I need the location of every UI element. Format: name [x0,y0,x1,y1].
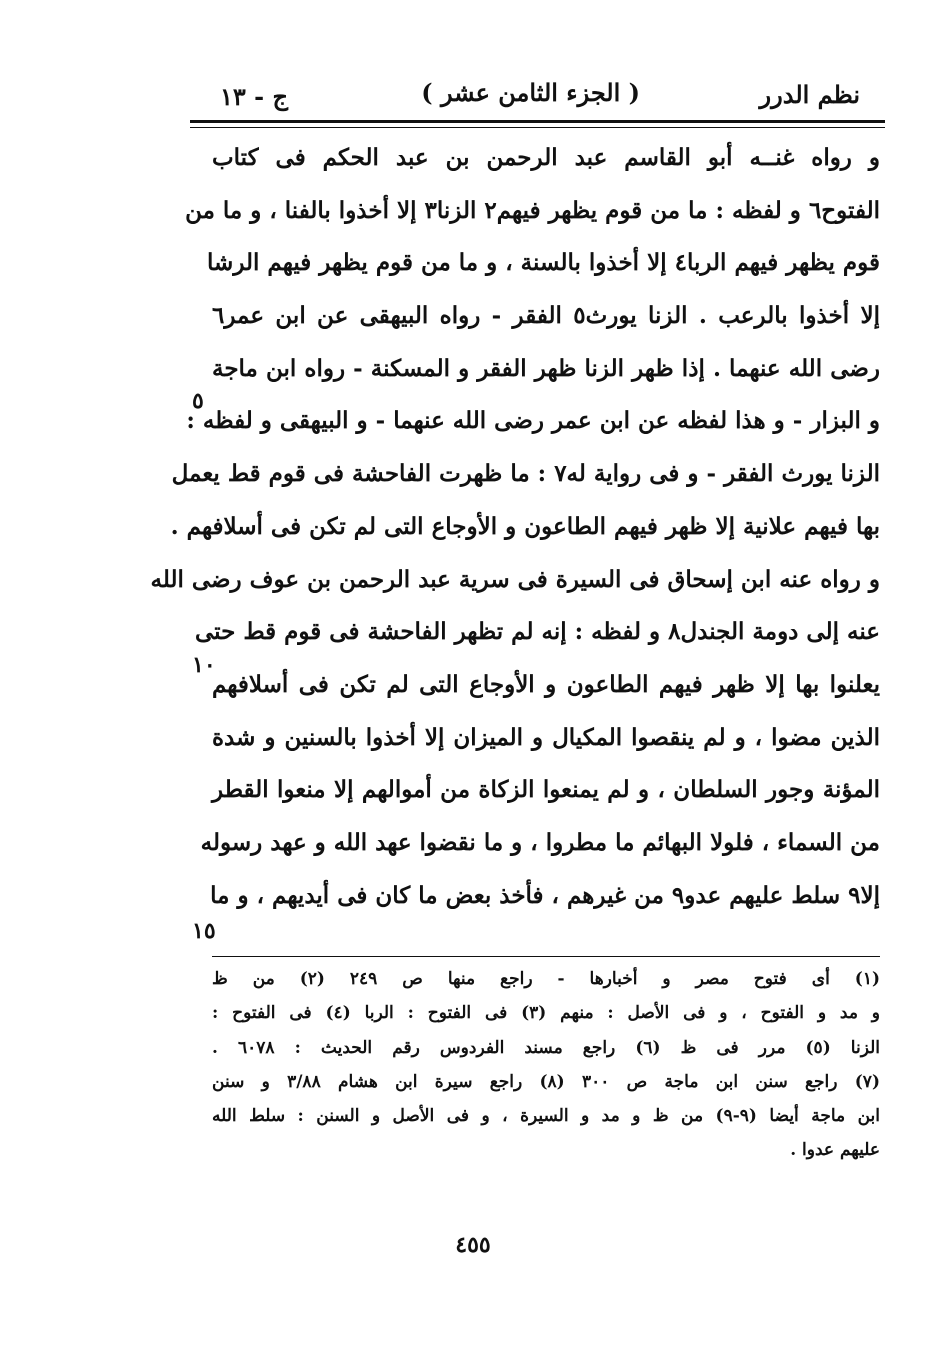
text-line: المؤنة وجور السلطان ، و لم يمنعوا الزكاة من أموالهم إلا منعوا القطر [212,776,880,804]
footnotes [212,962,880,1168]
footnote-line: و مد و الفتوح ، و فى الأصل : منهم (٣) فى الفتوح : الربا (٤) فى الفتوح : [212,1003,880,1024]
footnote-line: عليهم عدوا . [790,1140,880,1161]
footnote-line: (١) أى فتوح مصر و أخبارها - راجع منها ص ٢٤٩ (٢) من ظ [212,969,880,989]
footnote-line: (٧) راجع سنن ابن ماجة ص ٣٠٠ (٨) راجع سيرة ابن هشام ٣/٨٨ و سنن [212,1071,880,1092]
footnote-line: ابن ماجة أيضا (٩-٩) من ظ و مد و السيرة ، و فى الأصل و السنن : سلط الله [212,1106,880,1127]
text-line: رضى الله عنهما . إذا ظهر الزنا ظهر الفقر و المسكنة - رواه ابن ماجة [212,354,880,382]
text-line: إلا أخذوا بالرعب . الزنا يورث٥ الفقر - رواه البيهقى عن ابن عمر٦ [212,302,880,330]
text-line: بها فيهم علانية إلا ظهر فيهم الطاعون و الأوجاع التى لم تكن فى أسلافهم . [170,512,880,540]
page-reference: ج - ١٣ [220,82,288,111]
text-line: الفتوح٦ و لفظه : ما من قوم يظهر فيهم٢ الزنا٣ إلا أخذوا بالفنا ، و ما من [185,196,880,224]
volume-label: ( الجزء الثامن عشر ) [421,78,640,107]
book-title: نظم الدرر [759,80,860,109]
text-line: و رواه غنــه أبو القاسم عبد الرحمن بن عبد الحكم فى كتاب [212,144,880,171]
text-line: عنه إلى دومة الجندل٨ و لفظه : إنه لم تظهر الفاحشة فى قوم قط حتى [195,618,880,646]
page-number: ٤٥٥ [455,1232,491,1258]
running-header [190,60,880,120]
text-line: إلا٩ سلط عليهم عدو٩ من غيرهم ، فأخذ بعض ما كان فى أيديهم ، و ما [210,881,880,909]
line-number-10: ١٠ [192,652,216,678]
text-line: قوم يظهر فيهم الربا٤ إلا أخذوا بالسنة ، و ما من قوم يظهر فيهم الرشا [207,249,880,277]
text-line: الذين مضوا ، و لم ينقصوا المكيال و الميزان إلا أخذوا بالسنين و شدة [212,723,880,751]
line-number-15: ١٥ [192,918,216,944]
header-rule-thick [190,120,885,123]
text-line: يعلنوا بها إلا ظهر فيهم الطاعون و الأوجاع التى لم تكن فى أسلافهم [212,670,880,698]
text-line: الزنا يورث الفقر - و فى رواية له٧ : ما ظهرت الفاحشة فى قوم قط يعمل [171,460,880,488]
line-number-5: ٥ [192,388,204,414]
text-line: و البزار - و هذا لفظه عن ابن عمر رضى الله عنهما - و البيهقى و لفظه : [186,407,880,435]
text-line: من السماء ، فلولا البهائم ما مطروا ، و ما نقضوا عهد الله و عهد رسوله [200,828,880,856]
footnote-divider [212,956,880,957]
text-line: و رواه عنه ابن إسحاق فى السيرة فى سرية عبد الرحمن بن عوف رضى الله [150,565,880,593]
footnote-line: الزنا (٥) مرر فى ظ (٦) راجع مسند الفردوس رقم الحديث : ٦٠٧٨ . [212,1037,880,1058]
header-rule-thin [190,127,885,128]
